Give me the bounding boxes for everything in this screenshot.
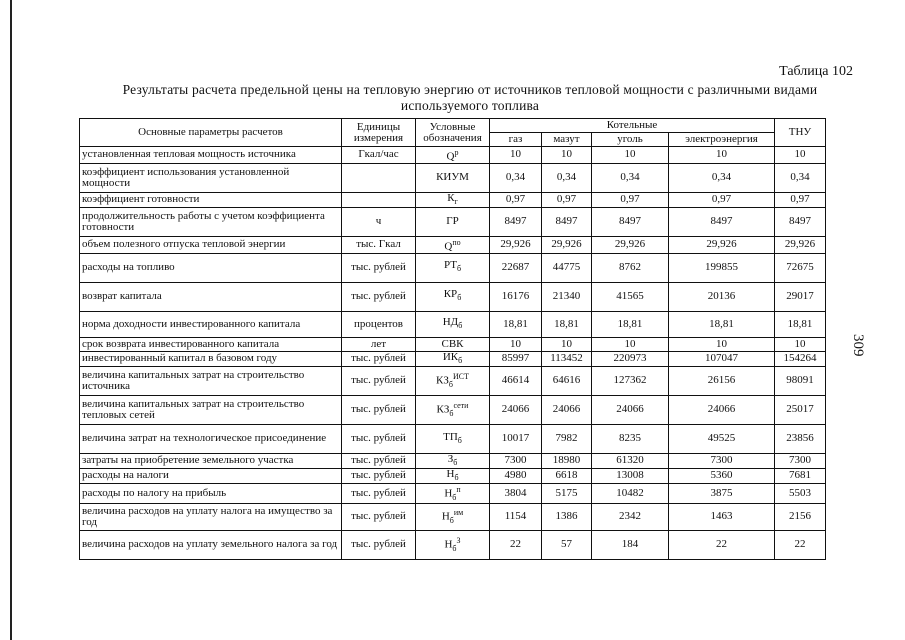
symbol-cell — [416, 253, 490, 282]
value-cell: 220973 — [592, 351, 669, 366]
value-cell: 85997 — [490, 351, 542, 366]
title-line-2: используемого топлива — [400, 98, 540, 113]
page-number: 309 — [850, 334, 866, 357]
value-cell: 29,926 — [669, 236, 775, 253]
header-params: Основные параметры расчетов — [80, 119, 342, 147]
value-cell: 154264 — [775, 351, 826, 366]
value-cell: 10 — [542, 147, 592, 164]
symbol-base: Н — [444, 487, 453, 500]
value-cell: 7982 — [542, 424, 592, 453]
symbol-sub: б — [458, 355, 463, 365]
value-cell: 49525 — [669, 424, 775, 453]
value-cell: 6618 — [542, 468, 592, 483]
value-cell: 22 — [775, 530, 826, 559]
table-row — [80, 484, 826, 504]
symbol-base: КЗ — [436, 403, 450, 416]
symbol-sup: по — [452, 237, 461, 247]
symbol-base: З — [447, 453, 454, 465]
results-table — [79, 118, 826, 560]
unit-cell: тыс. рублей — [342, 484, 416, 504]
value-cell: 8762 — [592, 253, 669, 282]
value-cell: 8497 — [490, 207, 542, 236]
symbol-base: Н — [444, 539, 453, 552]
value-cell: 7681 — [775, 468, 826, 483]
symbol-base: КЗ — [436, 374, 449, 387]
value-cell: 0,34 — [592, 163, 669, 192]
value-cell: 0,97 — [592, 192, 669, 207]
symbol-sup: им — [453, 508, 464, 518]
table-row — [80, 530, 826, 559]
unit-cell: тыс. рублей — [342, 366, 416, 395]
value-cell: 10 — [592, 147, 669, 164]
value-cell: 25017 — [775, 395, 826, 424]
table-row — [80, 192, 826, 207]
param-name: величина капитальных затрат на строительство тепловых сетей — [80, 395, 342, 424]
value-cell: 0,34 — [542, 163, 592, 192]
unit-cell: тыс. Гкал — [342, 236, 416, 253]
value-cell: 2342 — [592, 503, 669, 530]
header-mazut: мазут — [542, 133, 592, 147]
symbol-base: СВК — [441, 337, 464, 350]
value-cell: 16176 — [490, 282, 542, 311]
symbol-base: КР — [443, 288, 458, 301]
value-cell: 1154 — [490, 503, 542, 530]
value-cell: 10 — [592, 337, 669, 351]
param-name: инвестированный капитал в базовом году — [80, 351, 342, 366]
value-cell: 20136 — [669, 282, 775, 311]
value-cell: 26156 — [669, 366, 775, 395]
value-cell: 10 — [490, 337, 542, 351]
symbol-sub: б — [449, 409, 454, 419]
symbol-sub: б — [456, 264, 462, 274]
value-cell: 29,926 — [592, 236, 669, 253]
value-cell: 46614 — [490, 366, 542, 395]
value-cell: 10 — [775, 337, 826, 351]
param-name: расходы на топливо — [80, 253, 342, 282]
value-cell: 22 — [490, 530, 542, 559]
table-row — [80, 503, 826, 530]
symbol-base: ТП — [443, 430, 458, 443]
title-line-1: Результаты расчета предельной цены на тепловую энергию от источников тепловой мощности с различными видами — [122, 82, 818, 97]
value-cell: 18980 — [542, 453, 592, 468]
value-cell: 18,81 — [592, 311, 669, 337]
value-cell: 10 — [775, 147, 826, 164]
symbol-cell — [416, 530, 490, 559]
value-cell: 10482 — [592, 484, 669, 504]
header-gas: газ — [490, 133, 542, 147]
value-cell: 8497 — [669, 207, 775, 236]
value-cell: 113452 — [542, 351, 592, 366]
value-cell: 21340 — [542, 282, 592, 311]
table-number: Таблица 102 — [779, 64, 853, 79]
unit-cell: тыс. рублей — [342, 395, 416, 424]
symbol-cell — [416, 366, 490, 395]
symbol-sup: ИСТ — [452, 372, 469, 382]
table-row — [80, 311, 826, 337]
param-name: величина капитальных затрат на строительство источника — [80, 366, 342, 395]
unit-cell: тыс. рублей — [342, 253, 416, 282]
header-electric: электроэнергия — [669, 133, 775, 147]
value-cell: 29,926 — [490, 236, 542, 253]
value-cell: 18,81 — [775, 311, 826, 337]
value-cell: 61320 — [592, 453, 669, 468]
value-cell: 3804 — [490, 484, 542, 504]
value-cell: 29,926 — [542, 236, 592, 253]
value-cell: 10 — [669, 337, 775, 351]
symbol-cell — [416, 236, 490, 253]
param-name: срок возврата инвестированного капитала — [80, 337, 342, 351]
symbol-cell — [416, 503, 490, 530]
param-name: величина расходов на уплату земельного налога за год — [80, 530, 342, 559]
value-cell: 0,34 — [490, 163, 542, 192]
symbol-cell — [416, 395, 490, 424]
symbol-cell — [416, 192, 490, 207]
unit-cell: тыс. рублей — [342, 282, 416, 311]
value-cell: 24066 — [592, 395, 669, 424]
table-row — [80, 453, 826, 468]
header-units: Единицы измерения — [342, 119, 416, 147]
symbol-base: Н — [446, 468, 455, 480]
symbol-cell — [416, 207, 490, 236]
value-cell: 0,97 — [490, 192, 542, 207]
value-cell: 24066 — [490, 395, 542, 424]
value-cell: 4980 — [490, 468, 542, 483]
value-cell: 2156 — [775, 503, 826, 530]
unit-cell: тыс. рублей — [342, 530, 416, 559]
param-name: коэффициент использования установленной мощности — [80, 163, 342, 192]
value-cell: 22 — [669, 530, 775, 559]
table-body — [80, 147, 826, 560]
table-row — [80, 337, 826, 351]
table-row — [80, 424, 826, 453]
table-row — [80, 163, 826, 192]
param-name: норма доходности инвестированного капитала — [80, 311, 342, 337]
symbol-sub: г — [454, 196, 458, 206]
value-cell: 8497 — [775, 207, 826, 236]
value-cell: 1463 — [669, 503, 775, 530]
param-name: установленная тепловая мощность источника — [80, 147, 342, 164]
param-name: величина расходов на уплату налога на имущество за год — [80, 503, 342, 530]
value-cell: 3875 — [669, 484, 775, 504]
symbol-sub: б — [454, 473, 459, 483]
param-name: расходы по налогу на прибыль — [80, 484, 342, 504]
value-cell: 127362 — [592, 366, 669, 395]
symbol-cell — [416, 163, 490, 192]
value-cell: 7300 — [490, 453, 542, 468]
value-cell: 0,97 — [775, 192, 826, 207]
symbol-cell — [416, 351, 490, 366]
value-cell: 10017 — [490, 424, 542, 453]
unit-cell: ч — [342, 207, 416, 236]
param-name: расходы на налоги — [80, 468, 342, 483]
unit-cell: тыс. рублей — [342, 503, 416, 530]
param-name: продолжительность работы с учетом коэффициента готовности — [80, 207, 342, 236]
table-row — [80, 351, 826, 366]
value-cell: 24066 — [669, 395, 775, 424]
param-name: затраты на приобретение земельного участка — [80, 453, 342, 468]
symbol-sub: б — [457, 435, 462, 445]
value-cell: 199855 — [669, 253, 775, 282]
value-cell: 0,34 — [775, 163, 826, 192]
table-row — [80, 395, 826, 424]
symbol-cell — [416, 468, 490, 483]
unit-cell: процентов — [342, 311, 416, 337]
value-cell: 0,34 — [669, 163, 775, 192]
value-cell: 8235 — [592, 424, 669, 453]
value-cell: 0,97 — [669, 192, 775, 207]
symbol-sub: б — [452, 544, 457, 554]
symbol-sub: б — [453, 457, 458, 467]
symbol-sup: сети — [453, 401, 469, 411]
value-cell: 0,97 — [542, 192, 592, 207]
value-cell: 18,81 — [669, 311, 775, 337]
header-coal: уголь — [592, 133, 669, 147]
symbol-base: ГР — [446, 215, 459, 228]
symbol-sub: б — [457, 293, 462, 303]
value-cell: 10 — [542, 337, 592, 351]
unit-cell: тыс. рублей — [342, 453, 416, 468]
value-cell: 18,81 — [542, 311, 592, 337]
unit-cell: тыс. рублей — [342, 468, 416, 483]
table-row — [80, 236, 826, 253]
table-row — [80, 282, 826, 311]
symbol-cell — [416, 453, 490, 468]
value-cell: 107047 — [669, 351, 775, 366]
value-cell: 13008 — [592, 468, 669, 483]
symbol-base: РТ — [443, 259, 457, 272]
param-name: величина затрат на технологическое присоединение — [80, 424, 342, 453]
symbol-base: Q — [444, 240, 453, 253]
table-row — [80, 468, 826, 483]
value-cell: 7300 — [669, 453, 775, 468]
table-row — [80, 207, 826, 236]
value-cell: 7300 — [775, 453, 826, 468]
table-row — [80, 366, 826, 395]
value-cell: 29017 — [775, 282, 826, 311]
symbol-sup: З — [456, 536, 461, 546]
value-cell: 8497 — [592, 207, 669, 236]
table-row — [80, 147, 826, 164]
symbol-base: ИК — [442, 351, 459, 363]
symbol-base: К — [447, 192, 455, 204]
symbol-sup: р — [454, 148, 459, 157]
header-tnu: ТНУ — [775, 119, 826, 147]
symbol-sub: б — [452, 492, 457, 502]
symbol-cell — [416, 282, 490, 311]
param-name: коэффициент готовности — [80, 192, 342, 207]
value-cell: 44775 — [542, 253, 592, 282]
value-cell: 8497 — [542, 207, 592, 236]
symbol-sup: п — [456, 485, 461, 495]
value-cell: 29,926 — [775, 236, 826, 253]
document-title — [70, 82, 870, 114]
value-cell: 23856 — [775, 424, 826, 453]
symbol-base: НД — [442, 315, 459, 328]
page-margin-line — [10, 0, 12, 640]
value-cell: 5503 — [775, 484, 826, 504]
unit-cell: лет — [342, 337, 416, 351]
value-cell: 5360 — [669, 468, 775, 483]
symbol-sub: б — [458, 321, 463, 331]
value-cell: 98091 — [775, 366, 826, 395]
symbol-base: Q — [446, 150, 455, 163]
symbol-cell — [416, 424, 490, 453]
value-cell: 18,81 — [490, 311, 542, 337]
header-symbols: Условные обозначения — [416, 119, 490, 147]
value-cell: 1386 — [542, 503, 592, 530]
symbol-cell — [416, 337, 490, 351]
value-cell: 22687 — [490, 253, 542, 282]
value-cell: 64616 — [542, 366, 592, 395]
symbol-base: Н — [441, 511, 450, 524]
unit-cell — [342, 163, 416, 192]
symbol-sub: б — [448, 380, 453, 390]
value-cell: 10 — [490, 147, 542, 164]
value-cell: 57 — [542, 530, 592, 559]
table-row — [80, 253, 826, 282]
symbol-sub: б — [449, 516, 454, 526]
unit-cell: Гкал/час — [342, 147, 416, 164]
param-name: объем полезного отпуска тепловой энергии — [80, 236, 342, 253]
unit-cell: тыс. рублей — [342, 351, 416, 366]
value-cell: 10 — [669, 147, 775, 164]
header-boilers: Котельные — [490, 119, 775, 133]
unit-cell — [342, 192, 416, 207]
unit-cell: тыс. рублей — [342, 424, 416, 453]
symbol-cell — [416, 484, 490, 504]
value-cell: 24066 — [542, 395, 592, 424]
symbol-cell — [416, 147, 490, 164]
value-cell: 184 — [592, 530, 669, 559]
value-cell: 5175 — [542, 484, 592, 504]
value-cell: 72675 — [775, 253, 826, 282]
symbol-cell — [416, 311, 490, 337]
param-name: возврат капитала — [80, 282, 342, 311]
symbol-base: КИУМ — [436, 171, 469, 184]
value-cell: 41565 — [592, 282, 669, 311]
